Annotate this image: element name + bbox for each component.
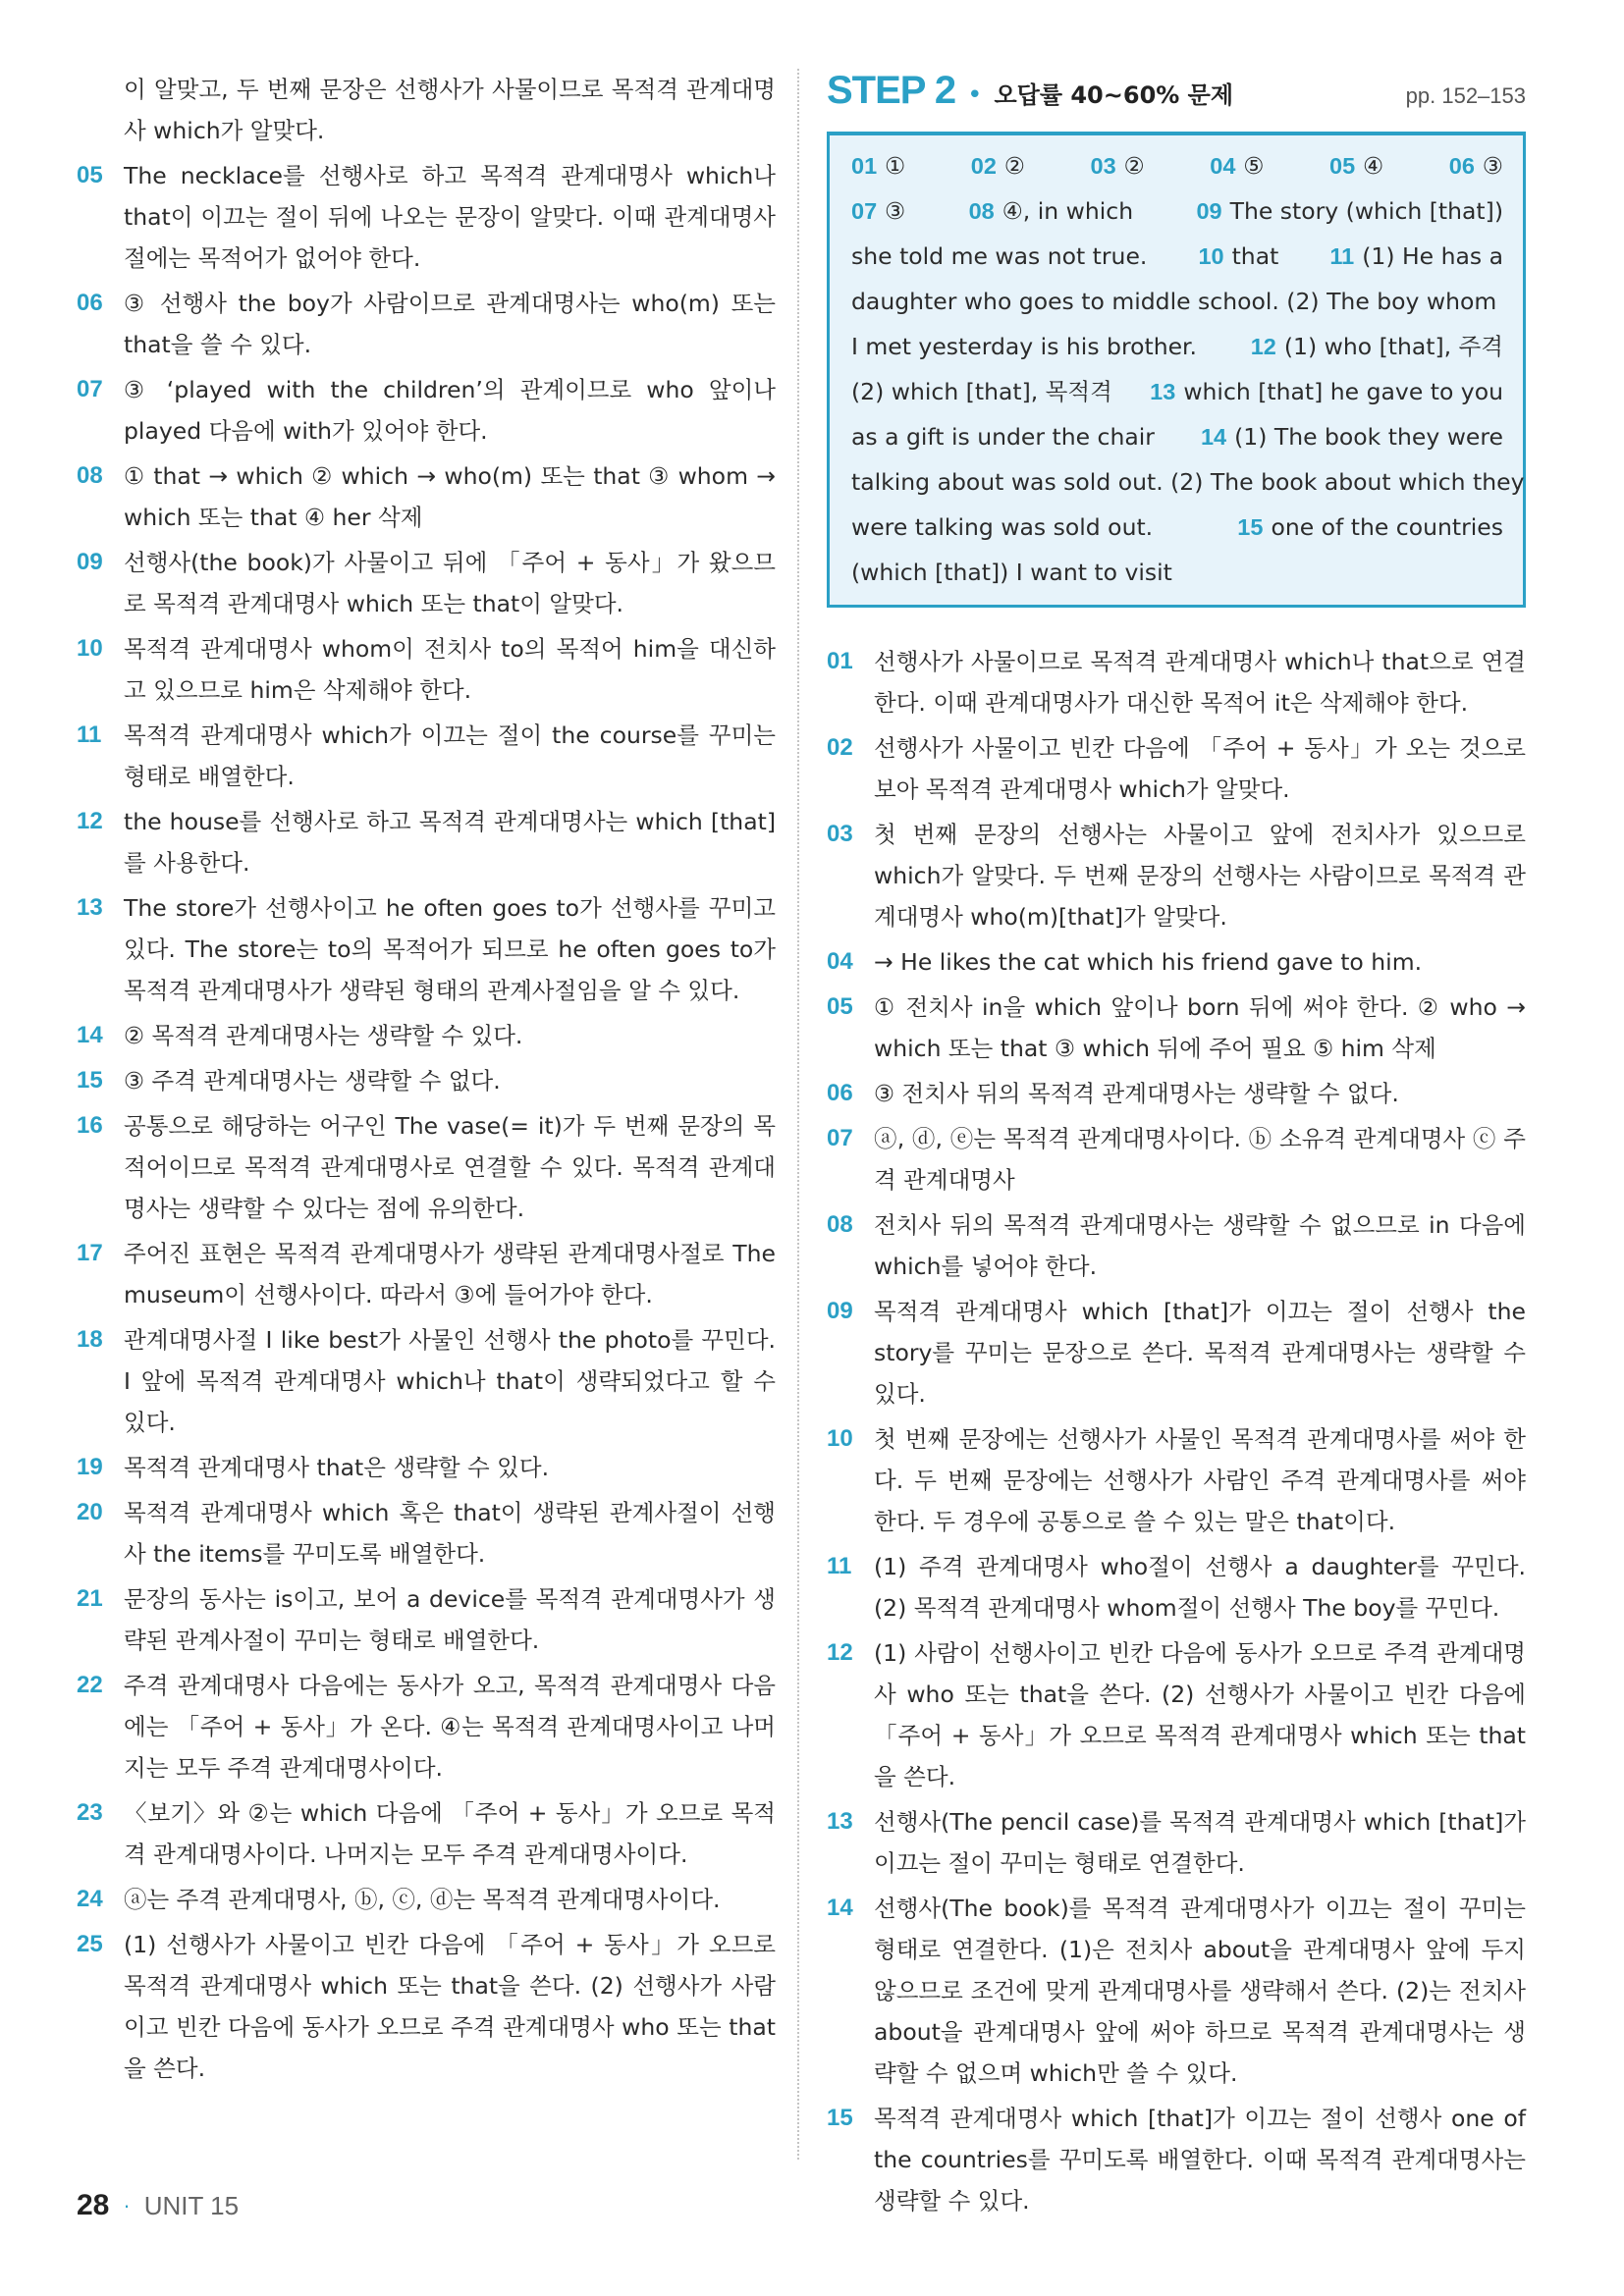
page-footer [77, 2189, 239, 2222]
item-text: 목적격 관계대명사 that은 생략할 수 있다. [124, 1454, 550, 1481]
item-text: 선행사(The book)를 목적격 관계대명사가 이끄는 절이 꾸미는 형태로 연결한다. (1)은 전치사 about을 관계대명사 앞에 두지 않으므로 조건에 맞게 관계대명사를 생략해서 쓴다. (2)는 전치사 about을 관계대명사 앞에 써야 하므로 목적격 관계대명사는 생략할 수 없으며 which만 쓸 수 있다. [874, 1895, 1526, 2087]
item-text: → He likes the cat which his friend gave to him. [874, 948, 1423, 976]
answer-line [851, 234, 1503, 279]
item-text: ⓐ, ⓓ, ⓔ는 목적격 관계대명사이다. ⓑ 소유격 관계대명사 ⓒ 주격 관계대명사 [874, 1125, 1526, 1194]
item-number: 02 [827, 734, 853, 761]
explanation-item [77, 715, 776, 797]
answer-number: 13 [1150, 379, 1176, 404]
explanation-item [77, 1879, 776, 1920]
answer-value: (1) who [that], 주격 [1283, 333, 1503, 360]
item-text: 선행사(The pencil case)를 목적격 관계대명사 which [that]가 이끄는 절이 꾸미는 형태로 연결한다. [874, 1808, 1526, 1877]
answer-value: which [that] he gave to you [1183, 378, 1503, 405]
answer-value: ③ [1482, 152, 1503, 180]
item-number: 10 [827, 1425, 853, 1452]
item-number: 18 [77, 1326, 103, 1353]
explanation-item [827, 727, 1526, 810]
item-number: 08 [827, 1211, 853, 1238]
explanation-item [77, 542, 776, 624]
item-number: 12 [827, 1639, 853, 1666]
item-text: (1) 주격 관계대명사 who절이 선행사 a daughter를 꾸민다. (2) 목적격 관계대명사 whom절이 선행사 The boy를 꾸민다. [874, 1553, 1526, 1622]
answer-cell [851, 459, 1525, 505]
item-text: (1) 선행사가 사물이고 빈칸 다음에 「주어 + 동사」가 오므로 목적격 관계대명사 which 또는 that을 쓴다. (2) 선행사가 사람이고 빈칸 다음에 동사가 오므로 주격 관계대명사 who 또는 that을 쓴다. [124, 1931, 776, 2082]
answer-value: ③ [885, 197, 906, 225]
item-number: 09 [77, 549, 103, 575]
answer-number: 02 [970, 153, 997, 179]
item-number: 13 [77, 894, 103, 921]
explanation-item [77, 1792, 776, 1875]
item-text: 선행사(the book)가 사물이고 뒤에 「주어 + 동사」가 왔으므로 목적격 관계대명사 which 또는 that이 알맞다. [124, 549, 776, 617]
explanation-item [77, 1015, 776, 1056]
explanation-item [77, 1319, 776, 1443]
right-explanations [827, 641, 1526, 2221]
answer-value: daughter who goes to middle school. (2) The boy whom [851, 288, 1497, 315]
answer-cell [1201, 414, 1503, 459]
answer-number: 06 [1448, 153, 1475, 179]
item-text: 목적격 관계대명사 which가 이끄는 절이 the course를 꾸미는 형태로 배열한다. [124, 721, 776, 790]
answer-value: The story (which [that]) [1229, 197, 1503, 225]
explanation-item [77, 1447, 776, 1488]
answer-number: 11 [1329, 243, 1355, 269]
item-text: 목적격 관계대명사 which [that]가 이끄는 절이 선행사 one of the countries를 꾸미도록 배열한다. 이때 목적격 관계대명사는 생략할 수 있다. [874, 2105, 1526, 2215]
answer-number: 05 [1329, 153, 1356, 179]
item-number: 12 [77, 808, 103, 834]
item-number: 22 [77, 1672, 103, 1698]
footer-dot: · [123, 2193, 131, 2217]
explanation-item [77, 1105, 776, 1229]
explanation-item [77, 1233, 776, 1315]
explanation-item [77, 1492, 776, 1575]
answer-line [851, 369, 1503, 414]
item-number: 16 [77, 1112, 103, 1139]
answer-number: 14 [1200, 424, 1227, 450]
item-number: 14 [77, 1022, 103, 1048]
answer-cell [971, 143, 1025, 188]
answer-value: were talking was sold out. [851, 513, 1154, 541]
explanation-item [827, 987, 1526, 1069]
left-column [77, 69, 776, 2093]
item-text: 목적격 관계대명사 which 혹은 that이 생략된 관계사절이 선행사 the items를 꾸미도록 배열한다. [124, 1499, 776, 1568]
answer-cell [1329, 143, 1383, 188]
item-number: 07 [827, 1125, 853, 1151]
item-number: 06 [77, 290, 103, 316]
answer-cell [851, 369, 1112, 414]
answer-cell [851, 550, 1172, 595]
item-text: 첫 번째 문장의 선행사는 사물이고 앞에 전치사가 있으므로 which가 알맞다. 두 번째 문장의 선행사는 사람이므로 목적격 관계대명사 who(m)[that]가 알맞다. [874, 821, 1526, 931]
item-number: 11 [77, 721, 102, 748]
explanation-item [827, 814, 1526, 937]
answer-line [851, 279, 1503, 324]
answer-value: that [1231, 242, 1279, 270]
item-text: the house를 선행사로 하고 목적격 관계대명사는 which [that]를 사용한다. [124, 808, 776, 877]
item-text: ③ 전치사 뒤의 목적격 관계대명사는 생략할 수 없다. [874, 1080, 1399, 1107]
page-number: 28 [77, 2189, 110, 2221]
explanation-item [77, 69, 776, 151]
unit-label: UNIT 15 [143, 2190, 240, 2220]
answer-cell [1237, 505, 1503, 550]
answer-cell [1150, 369, 1503, 414]
item-text: 공통으로 해당하는 어구인 The vase(= it)가 두 번째 문장의 목적어이므로 목적격 관계대명사로 연결할 수 있다. 목적격 관계대명사는 생략할 수 있다는 점에 유의한다. [124, 1112, 776, 1222]
item-number: 14 [827, 1895, 853, 1921]
item-text: ⓐ는 주격 관계대명사, ⓑ, ⓒ, ⓓ는 목적격 관계대명사이다. [124, 1886, 721, 1913]
answer-number: 03 [1090, 153, 1116, 179]
answer-number: 07 [851, 198, 878, 224]
answer-line [851, 324, 1503, 369]
answer-cell [1251, 324, 1503, 369]
explanation-item [77, 1924, 776, 2089]
item-text: 전치사 뒤의 목적격 관계대명사는 생략할 수 없으므로 in 다음에 which를 넣어야 한다. [874, 1211, 1526, 1280]
item-number: 24 [77, 1886, 103, 1912]
answer-value: as a gift is under the chair [851, 423, 1155, 451]
item-number: 15 [827, 2105, 853, 2131]
answer-value: (which [that]) I want to visit [851, 559, 1172, 586]
item-number: 06 [827, 1080, 853, 1106]
explanation-item [827, 2098, 1526, 2221]
item-text: 목적격 관계대명사 which [that]가 이끄는 절이 선행사 the story를 꾸미는 문장으로 쓴다. 목적격 관계대명사는 생략할 수 있다. [874, 1298, 1526, 1408]
answer-cell [851, 324, 1197, 369]
item-text: ① that → which ② which → who(m) 또는 that ③ whom → which 또는 that ④ her 삭제 [124, 462, 776, 531]
item-number: 13 [827, 1808, 853, 1835]
answer-number: 08 [968, 198, 995, 224]
step-dot: • [967, 80, 983, 110]
answer-value: one of the countries [1271, 513, 1503, 541]
item-number: 25 [77, 1931, 103, 1957]
item-number: 11 [827, 1553, 852, 1579]
item-number: 03 [827, 821, 853, 847]
item-number: 10 [77, 635, 103, 662]
item-number: 05 [77, 162, 103, 188]
answer-cell [1210, 143, 1264, 188]
item-text: 이 알맞고, 두 번째 문장은 선행사가 사물이므로 목적격 관계대명사 which가 알맞다. [124, 76, 776, 144]
answer-value: ② [1003, 152, 1025, 180]
step-subtitle: 오답률 40~60% 문제 [994, 81, 1234, 109]
answer-value: (2) which [that], 목적격 [851, 378, 1112, 405]
item-number: 01 [827, 648, 853, 674]
item-text: 첫 번째 문장에는 선행사가 사물인 목적격 관계대명사를 써야 한다. 두 번째 문장에는 선행사가 사람인 주격 관계대명사를 써야 한다. 두 경우에 공통으로 쓸 수 있는 말은 that이다. [874, 1425, 1526, 1535]
item-number: 19 [77, 1454, 103, 1480]
item-number: 15 [77, 1067, 103, 1094]
explanation-item [77, 1665, 776, 1789]
item-text: 선행사가 사물이므로 목적격 관계대명사 which나 that으로 연결한다. 이때 관계대명사가 대신한 목적어 it은 삭제해야 한다. [874, 648, 1526, 717]
item-number: 09 [827, 1298, 853, 1324]
answer-key-box [827, 132, 1526, 608]
answer-value: (1) He has a [1362, 242, 1503, 270]
answer-cell [1329, 234, 1503, 279]
explanation-item [77, 455, 776, 538]
explanation-item [827, 941, 1526, 983]
item-text: ① 전치사 in을 which 앞이나 born 뒤에 써야 한다. ② who → which 또는 that ③ which 뒤에 주어 필요 ⑤ him 삭제 [874, 993, 1526, 1062]
answer-value: ④ [1363, 152, 1384, 180]
item-text: (1) 사람이 선행사이고 빈칸 다음에 동사가 오므로 주격 관계대명사 who 또는 that을 쓴다. (2) 선행사가 사물이고 빈칸 다음에 「주어 + 동사」가 오므로 목적격 관계대명사 which 또는 that을 쓴다. [874, 1639, 1526, 1790]
explanation-item [77, 887, 776, 1011]
item-text: The store가 선행사이고 he often goes to가 선행사를 꾸미고 있다. The store는 to의 목적어가 되므로 he often goes to가 목적격 관계대명사가 생략된 형태의 관계사절임을 알 수 있다. [124, 894, 776, 1004]
explanation-item [827, 1888, 1526, 2094]
explanation-item [827, 641, 1526, 723]
item-text: 주격 관계대명사 다음에는 동사가 오고, 목적격 관계대명사 다음에는 「주어 + 동사」가 온다. ④는 목적격 관계대명사이고 나머지는 모두 주격 관계대명사이다. [124, 1672, 776, 1782]
step-title: STEP 2 [827, 69, 956, 112]
answer-cell [851, 279, 1496, 324]
answer-cell [851, 234, 1147, 279]
explanation-item [77, 1060, 776, 1101]
answer-cell [851, 414, 1155, 459]
item-number: 17 [77, 1240, 103, 1266]
answer-cell [851, 143, 905, 188]
explanation-item [827, 1073, 1526, 1114]
item-text: 목적격 관계대명사 whom이 전치사 to의 목적어 him을 대신하고 있으므로 him은 삭제해야 한다. [124, 635, 776, 704]
item-text: ③ 선행사 the boy가 사람이므로 관계대명사는 who(m) 또는 that을 쓸 수 있다. [124, 290, 776, 358]
answer-number: 01 [851, 153, 878, 179]
answer-number: 15 [1237, 514, 1264, 540]
step-header [827, 69, 1526, 124]
answer-line [851, 550, 1503, 595]
answer-number: 10 [1198, 243, 1224, 269]
item-number: 05 [827, 993, 853, 1020]
answer-number: 04 [1210, 153, 1236, 179]
step-pages: pp. 152–153 [1405, 83, 1526, 108]
answer-value: ② [1123, 152, 1145, 180]
answer-cell [1449, 143, 1503, 188]
explanation-item [77, 1578, 776, 1661]
item-text: 선행사가 사물이고 빈칸 다음에 「주어 + 동사」가 오는 것으로 보아 목적격 관계대명사 which가 알맞다. [874, 734, 1526, 803]
answer-cell [1198, 234, 1278, 279]
item-number: 21 [77, 1585, 103, 1612]
answer-line [851, 505, 1503, 550]
answer-value: I met yesterday is his brother. [851, 333, 1198, 360]
explanation-item [77, 369, 776, 452]
item-text: The necklace를 선행사로 하고 목적격 관계대명사 which나 that이 이끄는 절이 뒤에 나오는 문장이 알맞다. 이때 관계대명사절에는 목적어가 없어야 한다. [124, 162, 776, 272]
answer-cell [969, 188, 1134, 234]
explanation-item [77, 628, 776, 711]
answer-line [851, 414, 1503, 459]
answer-cell [851, 188, 905, 234]
answer-line [851, 188, 1503, 234]
right-column [827, 69, 1526, 2225]
explanation-item [827, 1418, 1526, 1542]
explanation-item [827, 1204, 1526, 1287]
explanation-item [827, 1291, 1526, 1415]
answer-line [851, 459, 1525, 505]
item-text: 관계대명사절 I like best가 사물인 선행사 the photo를 꾸민다. I 앞에 목적격 관계대명사 which나 that이 생략되었다고 할 수 있다. [124, 1326, 776, 1436]
item-text: 주어진 표현은 목적격 관계대명사가 생략된 관계대명사절로 The museum이 선행사이다. 따라서 ③에 들어가야 한다. [124, 1240, 776, 1308]
item-text: ③ 주격 관계대명사는 생략할 수 없다. [124, 1067, 501, 1095]
answer-value: she told me was not true. [851, 242, 1148, 270]
answer-line [851, 143, 1503, 188]
explanation-item [77, 283, 776, 365]
answer-cell [1196, 188, 1503, 234]
explanation-item [77, 155, 776, 279]
explanation-item [827, 1632, 1526, 1797]
item-text: ③ ‘played with the children’의 관계이므로 who 앞이나 played 다음에 with가 있어야 한다. [124, 376, 776, 445]
answer-cell [851, 505, 1153, 550]
answer-number: 09 [1196, 198, 1222, 224]
item-text: 문장의 동사는 is이고, 보어 a device를 목적격 관계대명사가 생략된 관계사절이 꾸미는 형태로 배열한다. [124, 1585, 776, 1654]
answer-value: talking about was sold out. (2) The book about which they [851, 468, 1525, 496]
item-text: ② 목적격 관계대명사는 생략할 수 있다. [124, 1022, 523, 1049]
item-number: 23 [77, 1799, 103, 1826]
item-text: 〈보기〉와 ②는 which 다음에 「주어 + 동사」가 오므로 목적격 관계대명사이다. 나머지는 모두 주격 관계대명사이다. [124, 1799, 776, 1868]
answer-value: ⑤ [1243, 152, 1265, 180]
answer-value: ④, in which [1001, 197, 1134, 225]
explanation-item [827, 1546, 1526, 1629]
answer-value: (1) The book they were [1234, 423, 1503, 451]
item-number: 07 [77, 376, 103, 402]
item-number: 20 [77, 1499, 103, 1525]
answer-number: 12 [1250, 334, 1276, 359]
item-number: 04 [827, 948, 853, 975]
column-divider [797, 69, 799, 2160]
explanation-item [77, 801, 776, 883]
explanation-item [827, 1118, 1526, 1201]
answer-cell [1091, 143, 1145, 188]
answer-value: ① [885, 152, 906, 180]
explanation-item [827, 1801, 1526, 1884]
item-number: 08 [77, 462, 103, 489]
